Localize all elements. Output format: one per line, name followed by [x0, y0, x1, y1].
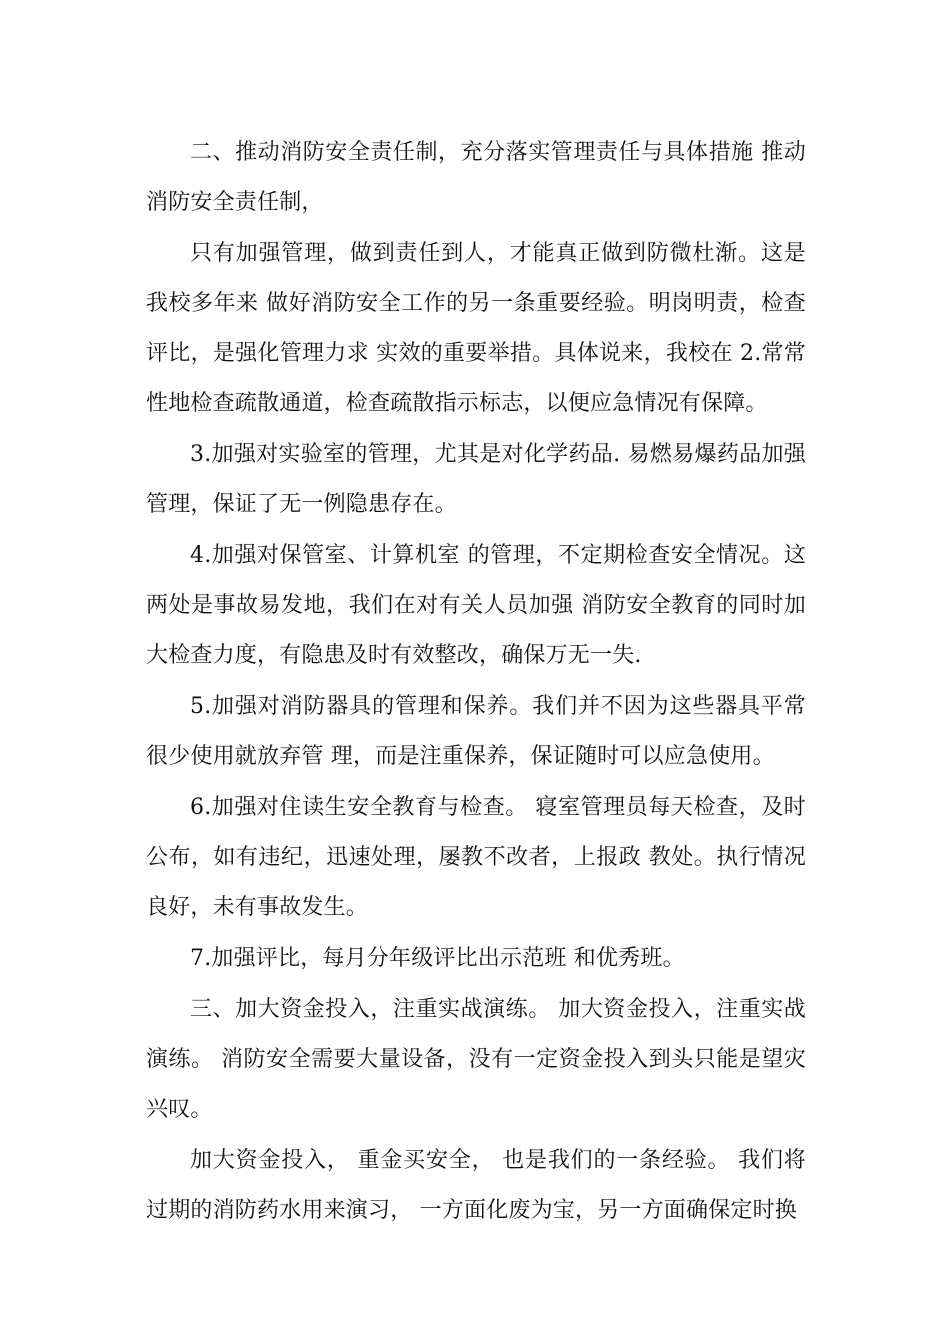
- paragraph-section-2-heading: 二、推动消防安全责任制，充分落实管理责任与具体措施 推动消防安全责任制，: [146, 140, 806, 215]
- document-body: [146, 128, 806, 1237]
- paragraph-item-6-boarding-students: 6.加强对住读生安全教育与检查。 寝室管理员每天检查，及时公布，如有违纪，迅速处理，屡教不改者，上报政 教处。执行情况良好，未有事故发生。: [146, 795, 806, 920]
- paragraph-section-3-heading: 三、加大资金投入，注重实战演练。 加大资金投入，注重实战演练。 消防安全需要大量设备，没有一定资金投入到头只能是望灾兴叹。: [146, 997, 806, 1122]
- paragraph-item-5-fire-equipment: 5.加强对消防器具的管理和保养。我们并不因为这些器具平常很少使用就放弃管 理，而是注重保养，保证随时可以应急使用。: [146, 694, 806, 769]
- paragraph-funding-experience: 加大资金投入， 重金买安全， 也是我们的一条经验。 我们将过期的消防药水用来演习， 一方面化废为宝，另一方面确保定时换: [146, 1148, 806, 1223]
- paragraph-management-responsibility: 只有加强管理，做到责任到人，才能真正做到防微杜渐。这是我校多年来 做好消防安全工作的另一条重要经验。明岗明责，检查评比，是强化管理力求 实效的重要举措。具体说来，我校在 2.常常性地检查疏散通道，检查疏散指示标志，以便应急情况有保障。: [146, 241, 806, 416]
- paragraph-item-3-laboratory: 3.加强对实验室的管理，尤其是对化学药品. 易燃易爆药品加强管理，保证了无一例隐患存在。: [146, 442, 806, 517]
- paragraph-item-7-evaluation: 7.加强评比，每月分年级评比出示范班 和优秀班。: [190, 946, 685, 971]
- paragraph-item-4-storage-computer-room: 4.加强对保管室、计算机室 的管理，不定期检查安全情况。这两处是事故易发地，我们在对有关人员加强 消防安全教育的同时加大检查力度，有隐患及时有效整改，确保万无一失.: [146, 543, 806, 668]
